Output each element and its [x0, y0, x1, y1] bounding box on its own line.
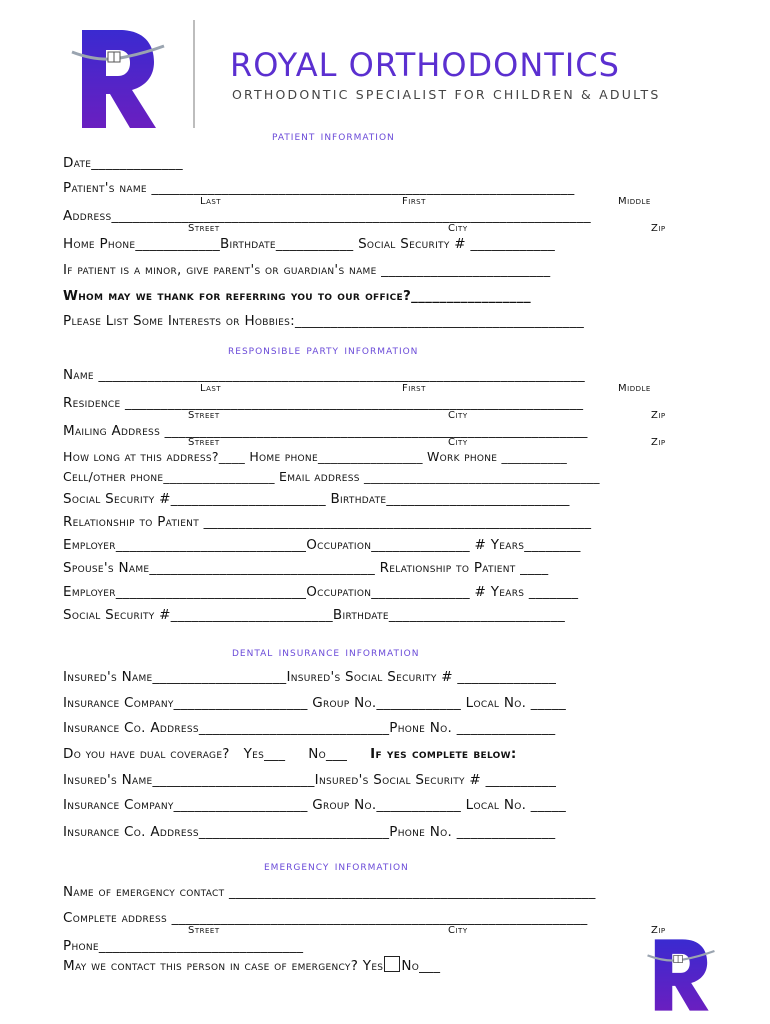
brand-tagline: ORTHODONTIC SPECIALIST FOR CHILDREN & ADULTS — [232, 87, 661, 102]
label-middle: Middle — [618, 383, 651, 394]
label-first: First — [402, 383, 426, 394]
rp-ssn-birth-row[interactable]: Social Security #______________________ Birthdate__________________________ — [63, 491, 570, 507]
ins2-insured-row[interactable]: Insured's Name_______________________Insured's Social Security # __________ — [63, 772, 557, 788]
dual-coverage-question: Do you have dual coverage? — [63, 746, 230, 762]
rp-spouse-row[interactable]: Spouse's Name________________________________ Relationship to Patient ____ — [63, 560, 549, 576]
if-yes-note: If yes complete below: — [370, 746, 517, 762]
rp-how-long-row[interactable]: How long at this address?____ Home phone________________ Work phone __________ — [63, 449, 568, 464]
label-zip: Zip — [651, 223, 666, 234]
label-city: City — [448, 410, 468, 421]
label-middle: Middle — [618, 196, 651, 207]
em-address-field[interactable]: Complete address ___________________________________________________________ — [63, 910, 588, 926]
em-contact-field[interactable]: Name of emergency contact ____________________________________________________ — [63, 884, 596, 900]
royal-r-logo-icon — [68, 24, 168, 134]
rp-spouse-employer-row[interactable]: Employer___________________________Occupation______________ # Years _______ — [63, 584, 579, 600]
rp-spouse-ssn-birth-row[interactable]: Social Security #_______________________Birthdate_________________________ — [63, 607, 566, 623]
label-city: City — [448, 437, 468, 448]
header-divider — [193, 20, 195, 128]
rp-employer-row[interactable]: Employer___________________________Occupation______________ # Years________ — [63, 537, 581, 553]
brand-name: ROYAL ORTHODONTICS — [230, 46, 620, 84]
label-street: Street — [188, 925, 220, 936]
label-first: First — [402, 196, 426, 207]
section-title-emergency: emergency information — [264, 858, 409, 874]
section-title-patient: patient information — [272, 128, 395, 144]
em-no-field[interactable]: No___ — [401, 958, 441, 974]
birthdate-label: Birthdate — [220, 236, 276, 252]
label-city: City — [448, 223, 468, 234]
home-phone-field[interactable]: ____________ — [135, 236, 220, 252]
home-phone-label: Home Phone — [63, 236, 136, 252]
rp-cell-email-row[interactable]: Cell/other phone_________________ Email address ____________________________________ — [63, 469, 600, 484]
ssn-field[interactable]: ____________ — [470, 236, 556, 252]
ins2-address-row[interactable]: Insurance Co. Address___________________________Phone No. ______________ — [63, 824, 556, 840]
ssn-label: Social Security # — [358, 236, 466, 252]
guardian-field[interactable]: If patient is a minor, give parent's or guardian's name ________________________ — [63, 262, 551, 278]
section-title-responsible: responsible party information — [228, 342, 419, 358]
label-zip: Zip — [651, 437, 666, 448]
address-field[interactable]: Address____________________________________________________________________ — [63, 208, 591, 224]
label-last: Last — [200, 383, 222, 394]
ins-company-row[interactable]: Insurance Company___________________ Group No.____________ Local No. _____ — [63, 695, 567, 711]
birthdate-field[interactable]: ___________ — [275, 236, 354, 252]
dual-yes-field[interactable]: Yes___ — [243, 746, 286, 762]
label-last: Last — [200, 196, 222, 207]
rp-residence-field[interactable]: Residence _________________________________________________________________ — [63, 395, 584, 411]
referral-field[interactable]: Whom may we thank for referring you to our office?_________________ — [63, 288, 531, 304]
rp-name-field[interactable]: Name _____________________________________________________________________ — [63, 367, 585, 383]
label-zip: Zip — [651, 410, 666, 421]
label-street: Street — [188, 437, 220, 448]
royal-r-logo-icon-footer — [640, 935, 722, 1015]
label-zip: Zip — [651, 925, 666, 936]
rp-mailing-field[interactable]: Mailing Address ____________________________________________________________ — [63, 423, 588, 439]
label-street: Street — [188, 223, 220, 234]
ins-address-row[interactable]: Insurance Co. Address___________________________Phone No. ______________ — [63, 720, 556, 736]
section-title-dental: dental insurance information — [232, 644, 420, 660]
rp-relationship-field[interactable]: Relationship to Patient _______________________________________________________ — [63, 514, 592, 530]
date-field[interactable]: Date_____________ — [63, 155, 183, 171]
label-street: Street — [188, 410, 220, 421]
em-contact-permission-row — [63, 956, 440, 974]
label-city: City — [448, 925, 468, 936]
patient-name-field[interactable]: Patient's name ____________________________________________________________ — [63, 180, 575, 196]
phone-birth-ssn-row — [63, 236, 555, 252]
ins2-company-row[interactable]: Insurance Company___________________ Group No.____________ Local No. _____ — [63, 797, 567, 813]
ins-insured-row[interactable]: Insured's Name___________________Insured's Social Security # ______________ — [63, 669, 557, 685]
dual-coverage-row — [63, 746, 517, 762]
em-yes-checkbox[interactable] — [384, 956, 400, 972]
dual-no-field[interactable]: No___ — [308, 746, 348, 762]
em-phone-field[interactable]: Phone_____________________________ — [63, 938, 304, 954]
interests-field[interactable]: Please List Some Interests or Hobbies:_________________________________________ — [63, 313, 585, 329]
em-permission-question: May we contact this person in case of emergency? Yes — [63, 958, 384, 974]
